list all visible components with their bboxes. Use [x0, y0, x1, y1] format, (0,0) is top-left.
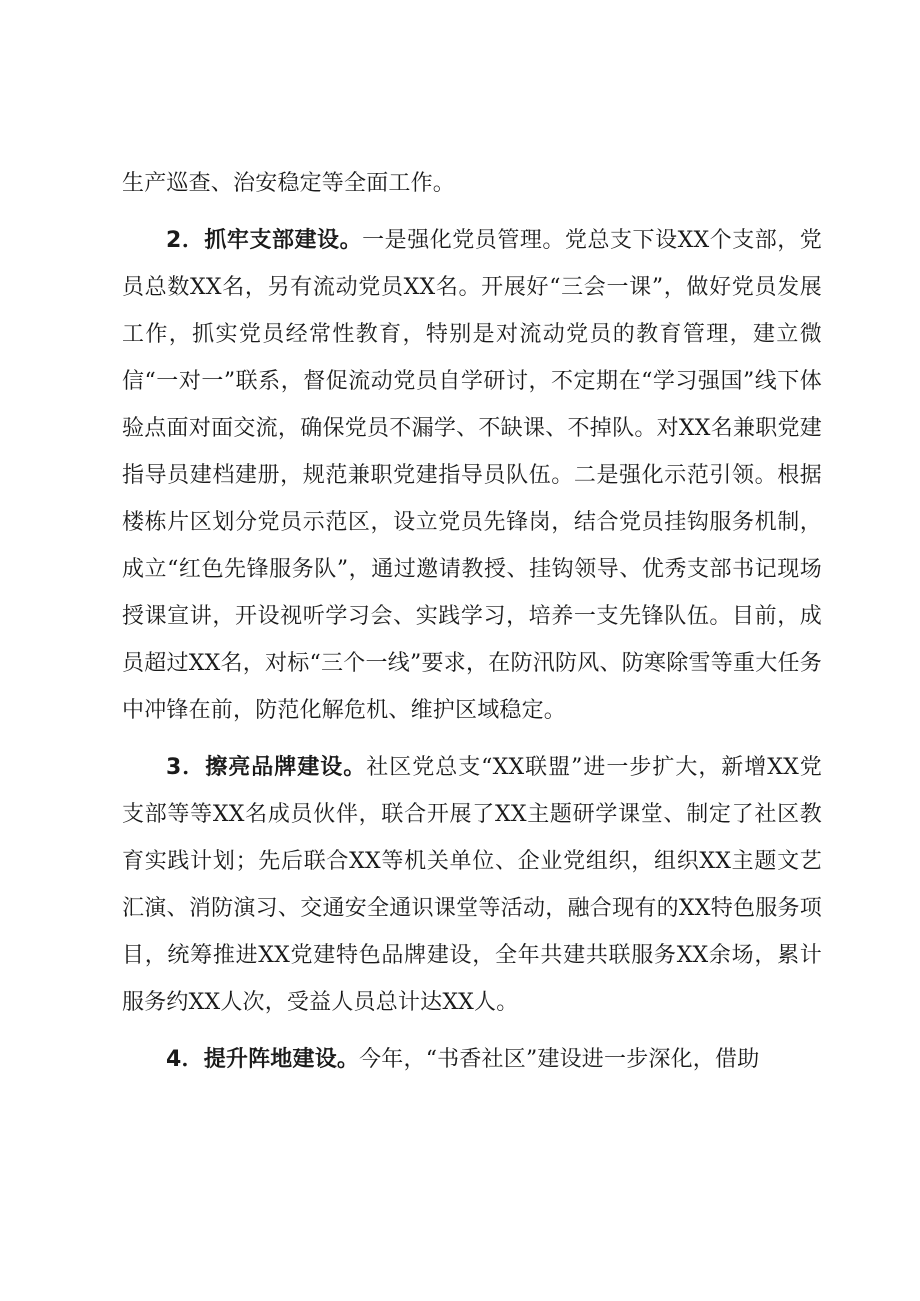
- paragraph-1-text: 生产巡查、治安稳定等全面工作。: [122, 171, 456, 196]
- paragraph-2-heading: 2．抓牢支部建设。: [166, 228, 363, 253]
- paragraph-3: [122, 744, 822, 1026]
- paragraph-3-text: 社区党总支“XX联盟”进一步扩大，新增XX党支部等等XX名成员伙伴，联合开展了XX主题研学课堂、制定了社区教育实践计划；先后联合XX等机关单位、企业党组织，组织XX主题文艺汇演、消防演习、交通安全通识课堂等活动，融合现有的XX特色服务项目，统筹推进XX党建特色品牌建设，全年共建共联服务XX余场，累计服务约XX人次，受益人员总计达XX人。: [122, 755, 823, 1015]
- paragraph-2-text: 一是强化党员管理。党总支下设XX个支部，党员总数XX名，另有流动党员XX名。开展好“三会一课”，做好党员发展工作，抓实党员经常性教育，特别是对流动党员的教育管理，建立微信“一对一”联系，督促流动党员自学研讨，不定期在“学习强国”线下体验点面对面交流，确保党员不漏学、不缺课、不掉队。对XX名兼职党建指导员建档建册，规范兼职党建指导员队伍。二是强化示范引领。根据楼栋片区划分党员示范区，设立党员先锋岗，结合党员挂钩服务机制，成立“红色先锋服务队”，通过邀请教授、挂钩领导、优秀支部书记现场授课宣讲，开设视听学习会、实践学习，培养一支先锋队伍。目前，成员超过XX名，对标“三个一线”要求，在防汛防风、防寒除雪等重大任务中冲锋在前，防范化解危机、维护区域稳定。: [122, 228, 823, 723]
- paragraph-gap: [122, 207, 822, 217]
- paragraph-4: [122, 1036, 822, 1083]
- document-body: [122, 160, 822, 1083]
- paragraph-4-text: 今年，“书香社区”建设进一步深化，借助: [359, 1047, 760, 1072]
- paragraph-gap: [122, 734, 822, 744]
- paragraph-1: [122, 160, 822, 207]
- paragraph-3-heading: 3．擦亮品牌建设。: [166, 755, 367, 780]
- paragraph-gap: [122, 1026, 822, 1036]
- paragraph-4-heading: 4．提升阵地建设。: [166, 1047, 360, 1072]
- paragraph-2: [122, 217, 822, 734]
